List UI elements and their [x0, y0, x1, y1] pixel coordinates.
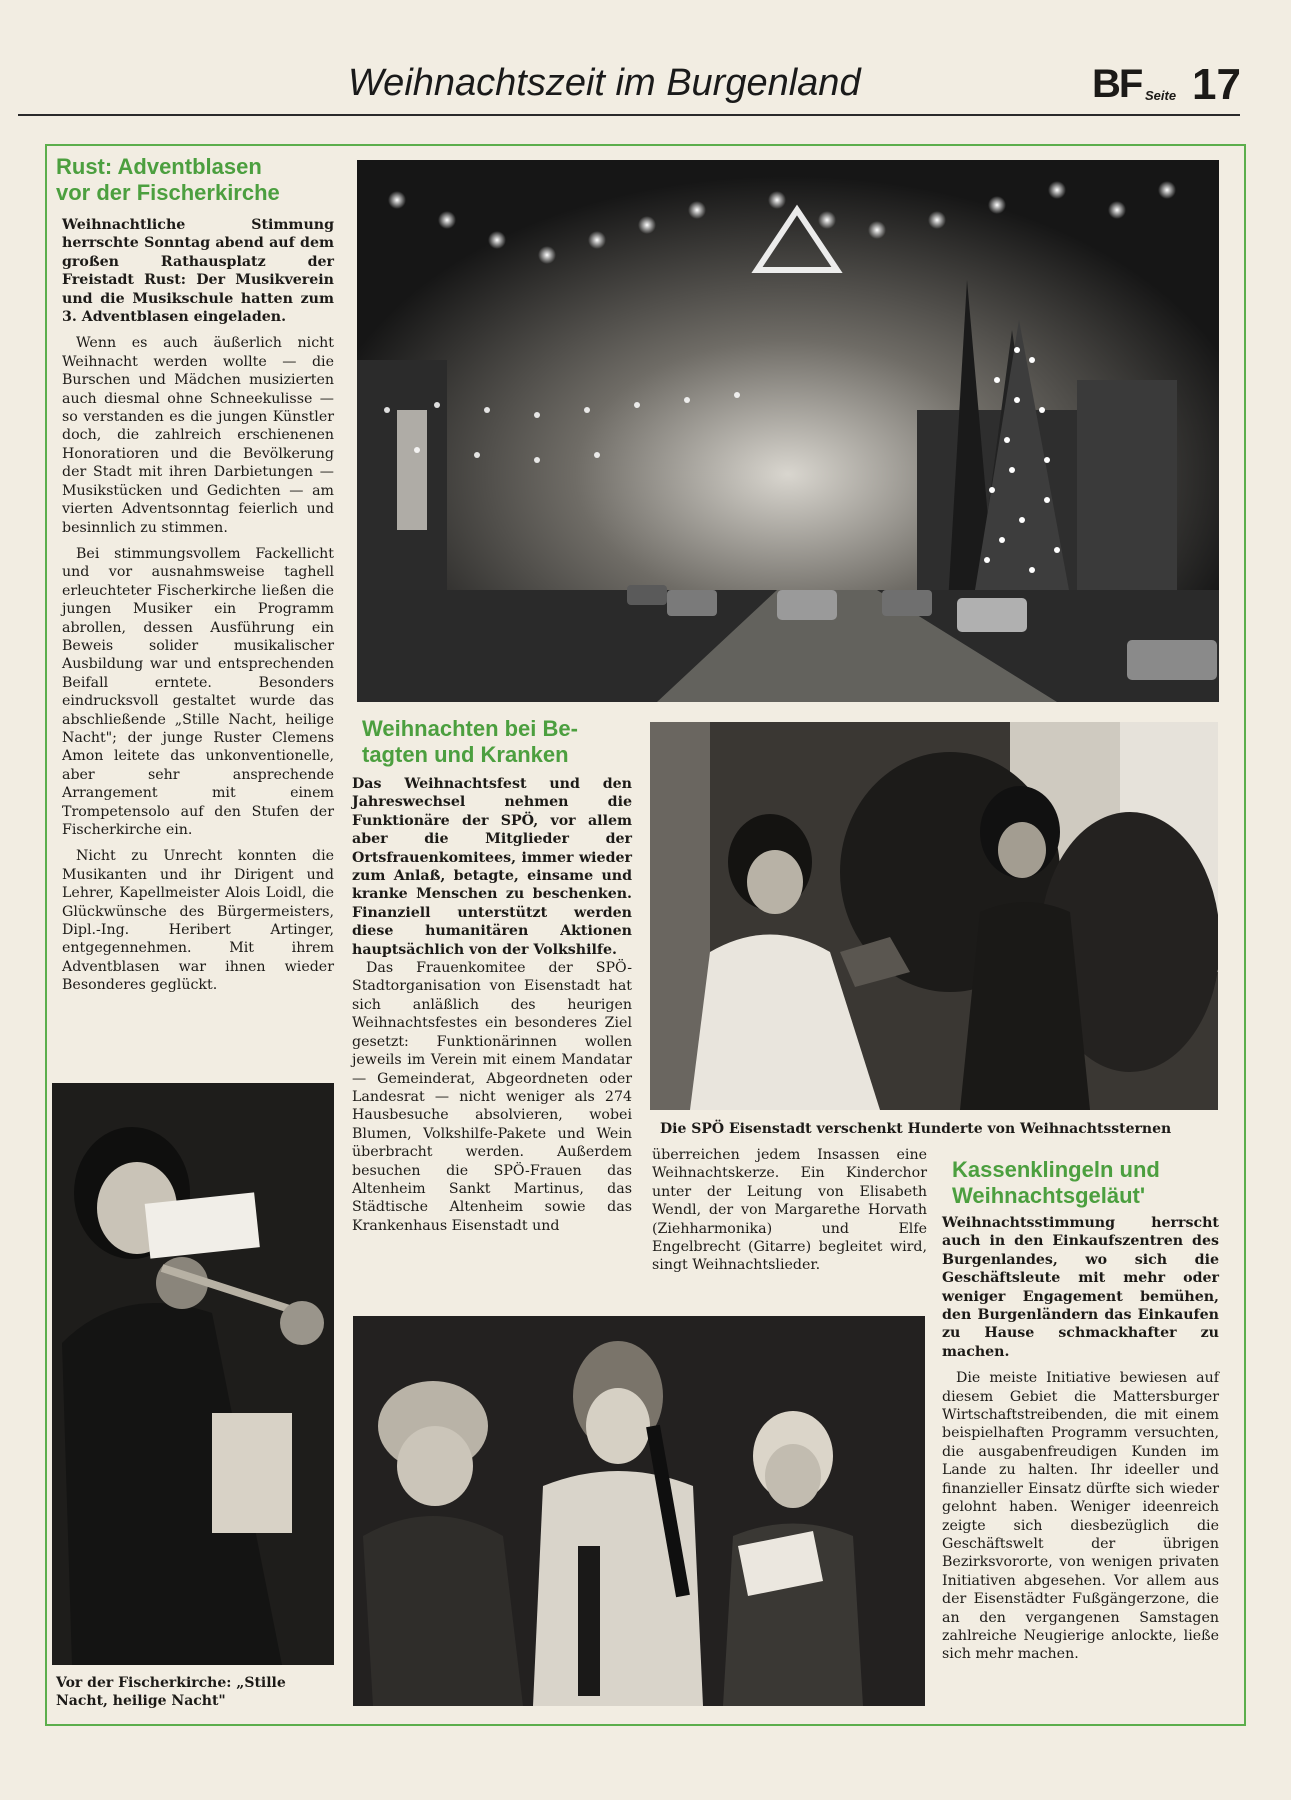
header-rule	[18, 114, 1240, 116]
page-number: 17	[1192, 60, 1241, 109]
headline-kassen-line2: Weihnachtsgeläut'	[952, 1183, 1146, 1208]
article-kassen-lead: Weihnachtsstimmung herrscht auch in den Einkaufszentren des Burgenlandes, wo sich die Geschäftsleute mit mehr oder weniger Engagement bemühen, den Burgenländern das Einkaufen zu Hause schmackhafter zu machen.	[942, 1215, 1219, 1360]
photo-children-musicians	[353, 1316, 925, 1706]
article-rust-paragraph: Bei stimmungsvollem Fackellicht und vor ausnahmsweise taghell erleuchteter Fischerkirche ließen die jungen Musiker ein Programm abrollen, dessen Ausführung ein Beweis solider musikalischer Ausbildung war und entsprechenden Beifall erntete. Besonders eindrucksvoll gestaltet wurde das abschließende „Stille Nacht, heilige Nacht"; der junge Ruster Clemens Amon leitete das unkonventionelle, aber sehr ansprechende Arrangement mit einem Trompetensolo auf den Stufen der Fischerkirche ein.	[62, 545, 334, 838]
headline-betagte-line2: tagten und Kranken	[362, 742, 569, 767]
caption-weihnachtssterne: Die SPÖ Eisenstadt verschenkt Hunderte von Weihnachtssternen	[660, 1121, 1172, 1137]
article-rust-lead: Weihnachtliche Stimmung herrschte Sonntag abend auf dem großen Rathausplatz der Freistadt Rust: Der Musikverein und die Musikschule hatten zum 3. Adventblasen eingeladen.	[62, 217, 334, 326]
article-rust-paragraph: Wenn es auch äußerlich nicht Weihnacht werden wollte — die Burschen und Mädchen musizierten auch diesmal ohne Schneekulisse — so verstanden es die jungen Künstler doch, die zahlreich erschienenen Honoratioren und die Bevölkerung der Stadt mit ihren Darbietungen — Musikstücken und Gedichten — am vierten Adventsonntag feierlich und besinnlich zu stimmen.	[62, 335, 334, 536]
headline-kassen	[952, 1157, 1232, 1209]
article-betagte-paragraph: überreichen jedem Insassen eine Weihnachtskerze. Ein Kinderchor unter der Leitung von Elisabeth Wendl, der von Margarethe Horvath (Ziehharmonika) und Elfe Engelbrecht (Gitarre) begleitet wird, singt Weihnachtslieder.	[652, 1147, 927, 1274]
article-rust-paragraph: Nicht zu Unrecht konnten die Musikanten und ihr Dirigent und Lehrer, Kapellmeister Alois Loidl, die Glückwünsche des Bürgermeisters, Dipl.-Ing. Heribert Artinger, entgegennehmen. Mit ihrem Adventblasen war ihnen wieder Besonderes geglückt.	[62, 848, 334, 994]
page-header-title: Weihnachtszeit im Burgenland	[348, 62, 861, 104]
caption-fischerkirche: Vor der Fischerkirche: „Stille Nacht, heilige Nacht"	[56, 1675, 286, 1709]
photo-weihnachtssterne	[650, 722, 1218, 1110]
headline-rust-line2: vor der Fischerkirche	[56, 180, 280, 205]
article-betagte-body	[352, 775, 632, 1235]
photo-christmas-street	[357, 160, 1219, 702]
headline-rust-line1: Rust: Adventblasen	[56, 154, 262, 179]
headline-rust	[56, 154, 356, 206]
article-betagte-continued	[652, 1146, 927, 1275]
headline-betagte-line1: Weihnachten bei Be-	[362, 716, 578, 741]
article-rust-body	[62, 216, 334, 995]
headline-kassen-line1: Kassenklingeln und	[952, 1157, 1160, 1182]
newspaper-logo: BF	[1092, 62, 1142, 106]
article-kassen-paragraph: Die meiste Initiative bewiesen auf diesem Gebiet die Mattersburger Wirtschaftstreibenden, die mit einem beispielhaften Programm versuchten, die ausgabenfreudigen Kunden im Lande zu halten. Ihr ideeller und finanzieller Einsatz dürfte sich wieder gelohnt haben. Weniger ideenreich zeigte sich diesbezüglich die Geschäftswelt der übrigen Bezirksvororte, von wenigen privaten Initiativen abgesehen. Vor allem aus der Eisenstädter Fußgängerzone, die an den vergangenen Samstagen zahlreiche Neugierige anlockte, ließe sich mehr machen.	[942, 1370, 1219, 1663]
headline-betagte	[362, 716, 662, 768]
page-label: Seite	[1145, 88, 1177, 103]
article-betagte-paragraph: Das Frauenkomitee der SPÖ-Stadtorganisation von Eisenstadt hat sich anläßlich des heurigen Weihnachtsfestes ein besonderes Ziel gesetzt: Funktionärinnen wollen jeweils im Verein mit einem Mandatar — Gemeinderat, Abgeordneten oder Landesrat — nicht weniger als 274 Hausbesuche absolvieren, wobei Blumen, Volkshilfe-Pakete und Wein überbracht werden. Außerdem besuchen die SPÖ-Frauen das Altenheim Sankt Martinus, das Städtische Altenheim sowie das Krankenhaus Eisenstadt und	[352, 960, 632, 1234]
article-betagte-lead: Das Weihnachtsfest und den Jahreswechsel nehmen die Funktionäre der SPÖ, vor allem aber die Mitglieder der Ortsfrauenkomitees, immer wieder zum Anlaß, betagte, einsame und kranke Menschen zu beschenken. Finanziell unterstützt werden diese humanitären Aktionen hauptsächlich von der Volkshilfe.	[352, 776, 632, 958]
article-kassen-body	[942, 1214, 1219, 1664]
photo-trumpet-boy	[52, 1083, 334, 1665]
